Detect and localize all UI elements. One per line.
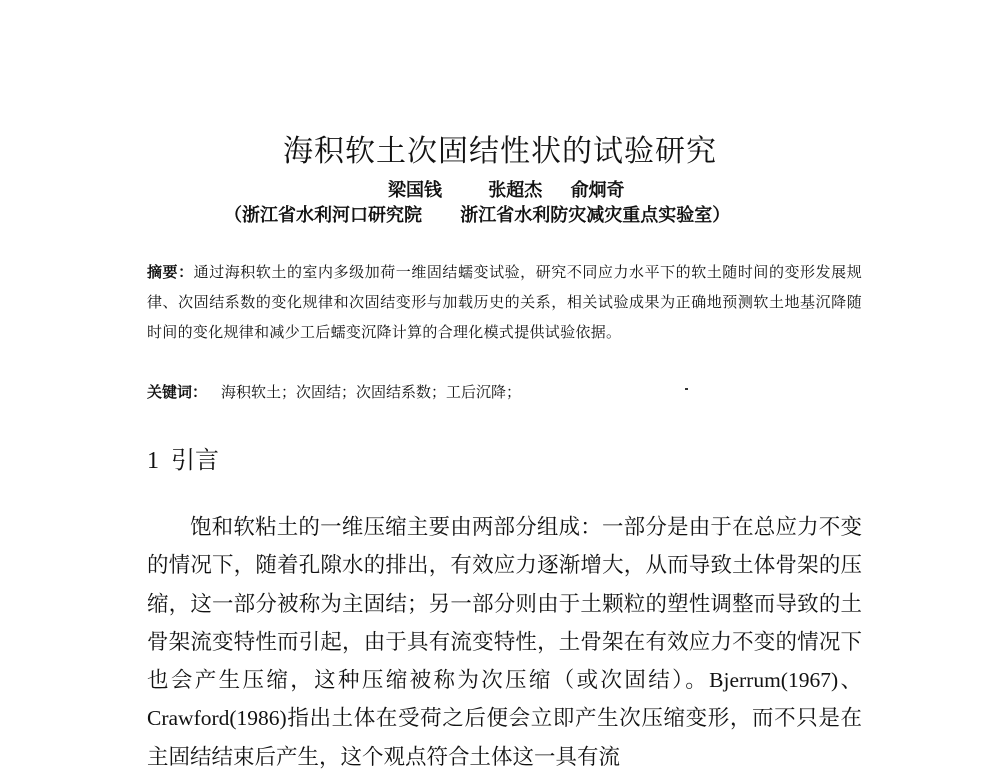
abstract xyxy=(147,257,862,347)
affiliations xyxy=(224,201,730,227)
keywords-label: 关键词： xyxy=(147,383,208,401)
abstract-text: 通过海积软土的室内多级加荷一维固结蠕变试验，研究不同应力水平下的软土随时间的变形发展规律、次固结系数的变化规律和次固结变形与加载历史的关系，相关试验成果为正确地预测软土地基沉降随时间的变化规律和减少工后蠕变沉降计算的合理化模式提供试验依据。 xyxy=(147,263,863,341)
paper-title: 海积软土次固结性状的试验研究 xyxy=(283,134,717,169)
author-name: 张超杰 xyxy=(488,180,543,201)
author-list xyxy=(388,176,625,202)
author-name: 俞炯奇 xyxy=(570,180,625,201)
section-title: 引言 xyxy=(171,446,219,474)
section-heading xyxy=(147,440,219,475)
affiliation: （浙江省水利河口研究院 xyxy=(224,205,422,226)
keywords xyxy=(147,377,521,407)
affiliation: 浙江省水利防灾减灾重点实验室） xyxy=(460,205,731,226)
scan-artifact xyxy=(685,388,688,390)
abstract-label: 摘要： xyxy=(147,263,194,281)
body-paragraph: 饱和软粘土的一维压缩主要由两部分组成：一部分是由于在总应力不变的情况下，随着孔隙水的排出，有效应力逐渐增大，从而导致土体骨架的压缩，这一部分被称为主固结；另一部分则由于土颗粒的塑性调整而导致的土骨架流变特性而引起，由于具有流变特性，土骨架在有效应力不变的情况下也会产生压缩，这种压缩被称为次压缩（或次固结）。Bjerrum(1967)、Crawford(1986)指出土体在受荷之后便会立即产生次压缩变形，而不只是在主固结结束后产生，这个观点符合土体这一具有流 xyxy=(147,515,862,769)
keywords-text: 海积软土；次固结；次固结系数；工后沉降； xyxy=(221,383,522,401)
author-name: 梁国钱 xyxy=(388,180,442,201)
body-text xyxy=(147,508,862,776)
section-number: 1 xyxy=(147,448,159,474)
